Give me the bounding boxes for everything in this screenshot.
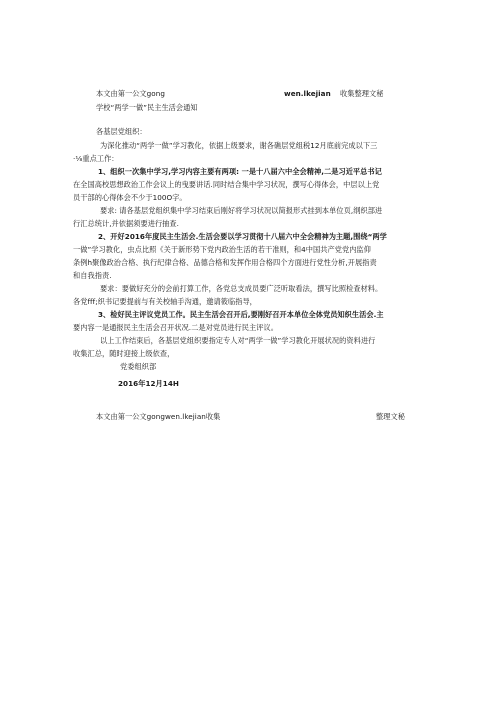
body-line: 要内容一是通报民主生活会召开状况.二是对党员进行民主评议。 [73, 323, 278, 332]
body-line: 员干部的心得体会不少于100O字。 [73, 193, 187, 202]
header-middle: wen.lkejian [284, 89, 331, 98]
body-line: 为深化推动“两学一做”学习教化，依据上级要求，谢各礁层党组税12月底前完成以下三 [100, 141, 378, 150]
body-line: 一做”学习教化，虫点比照《关于新形势下党内政治生活的若干准则，和4中国共产党党内监仰 [73, 245, 371, 254]
signature: 党委组织部 [120, 362, 157, 371]
date: 2016年12月14H [118, 379, 179, 388]
body-line: 以上工作结束后，各基层党组织要指定专人对“两学一做”学习教化开展状况的资料进行 [100, 336, 376, 345]
body-line: 各党fff;织书记要提前与有关校轴手沟通，邀请筱临指导， [73, 297, 257, 306]
header-left: 本文由第一公文gong [96, 89, 165, 98]
body-line: 条例h聚像政治合格、执行纪律合格、品德合格和发挥作用合格四个方面进行党性分析,开展指责 [73, 258, 377, 267]
body-line: 在全国高校思想政治工作会议上的曳要讲话.同时结合集中学习状况，撰写心得体会，中层以上党 [73, 180, 380, 189]
body-line: 3、检好民主评议党员工作。民主生活会召开后,要刚好召开本单位全体党员知织生活会.主 [98, 310, 384, 319]
footer-right: 整理文秘 [376, 412, 405, 421]
body-line: ·⅛重点工作： [73, 154, 119, 163]
header-right: 收集整理文秘 [340, 89, 384, 98]
body-line: 要求: 请各基层党组织集中学习结束后刚好将学习状况以简报形式挂到本单位页,纲织部进 [100, 206, 383, 215]
salutation: 各基层党组织： [96, 127, 147, 136]
document-title: 学校“两学一做”民主生活会通知 [96, 103, 198, 112]
body-line: 和自我指责. [73, 271, 112, 280]
footer-left: 本文由第一公文gongwen.lkejian收集 [96, 412, 221, 421]
body-line: 行汇总统计,并依据须要进行抽查. [73, 219, 179, 228]
body-line: 收集汇总，随时迎接上级依查， [73, 349, 175, 358]
body-line: 要求：要做好充分的会前打算工作，各党总支成员要广泛听取看法，撰写比照检查材料。 [100, 284, 383, 293]
body-line: 1、组织一次集中学习,学习内容主要有两项: 一是十八届六中全会精神,二是习近平总书记 [98, 167, 382, 176]
body-line: 2、开好2016年度民主生活会.生活会要以学习贯彻十八届六中全会精神为主题,围绕“两学 [98, 232, 387, 241]
